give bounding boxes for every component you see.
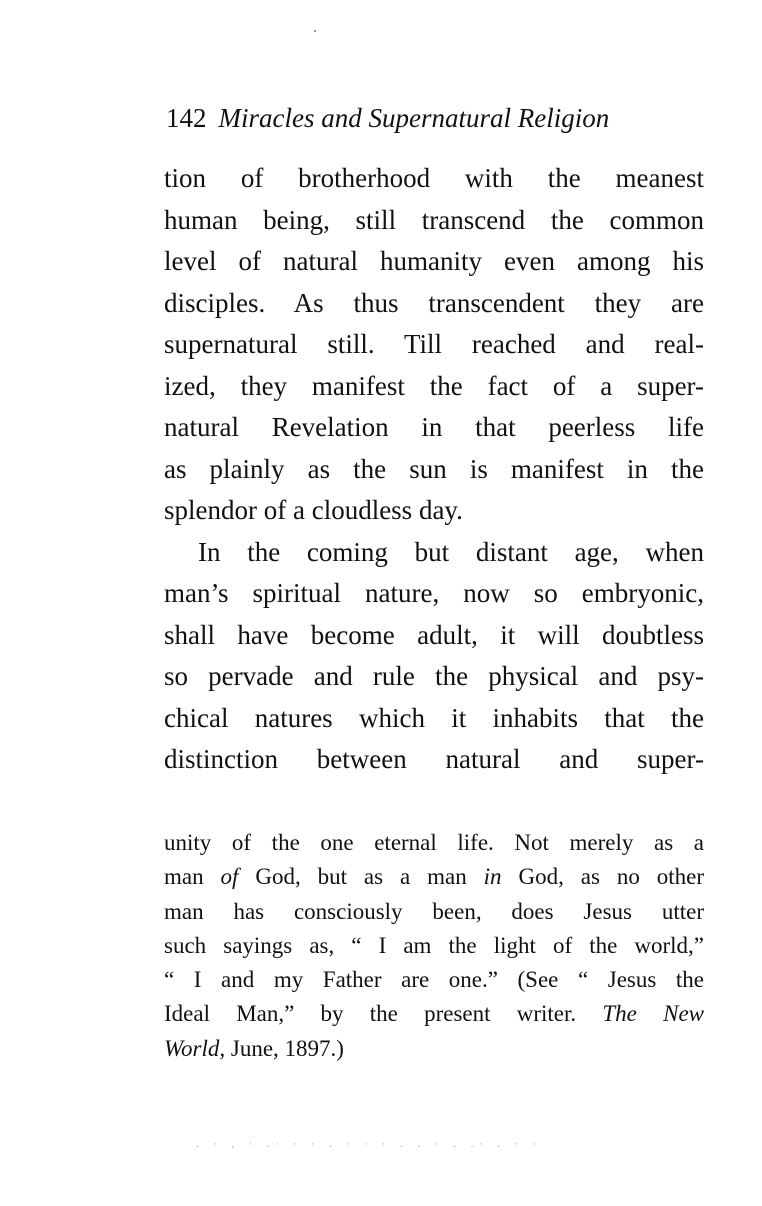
page-number: 142 — [166, 103, 207, 133]
body-line: shall have become adult, it will doubtless — [164, 619, 704, 650]
footnote-line: Ideal Man,” by the present writer. The New — [164, 1001, 705, 1027]
running-header — [166, 100, 706, 136]
running-title: Miracles and Supernatural Religion — [218, 103, 610, 133]
body-line: tion of brotherhood with the meanest — [164, 163, 704, 193]
body-line: splendor of a cloudless day. — [164, 495, 463, 525]
scan-speck — [314, 30, 316, 32]
scan-specks: . · , · .· · · . · · · . . · . .· . · · — [196, 1140, 542, 1150]
footnote-line: man of God, but as a man in God, as no other — [164, 864, 704, 890]
body-line: natural Revelation in that peerless life — [164, 412, 704, 442]
footnote-line: “ I and my Father are one.” (See “ Jesus the — [164, 967, 704, 993]
body-line: distinction between natural and super- — [164, 744, 704, 774]
body-line: In the coming but distant age, when — [198, 536, 704, 567]
footnote — [164, 826, 704, 1066]
body-line: so pervade and rule the physical and psy- — [164, 661, 704, 691]
body-line: human being, still transcend the common — [164, 204, 704, 235]
footnote-line: such sayings as, “ I am the light of the world,” — [164, 932, 704, 958]
footnote-line: man has consciously been, does Jesus utter — [164, 898, 704, 924]
body-line: as plainly as the sun is manifest in the — [164, 453, 704, 484]
body-text — [164, 158, 704, 781]
body-line: disciples. As thus transcendent they are — [164, 287, 704, 318]
body-line: supernatural still. Till reached and real- — [164, 329, 704, 359]
footnote-line: World, June, 1897.) — [164, 1035, 344, 1061]
body-line: man’s spiritual nature, now so embryonic, — [164, 578, 704, 608]
footnote-line: unity of the one eternal life. Not merely as a — [164, 830, 704, 855]
body-line: ized, they manifest the fact of a super- — [164, 370, 704, 401]
body-line: chical natures which it inhabits that the — [164, 702, 704, 733]
body-line: level of natural humanity even among his — [164, 246, 704, 276]
